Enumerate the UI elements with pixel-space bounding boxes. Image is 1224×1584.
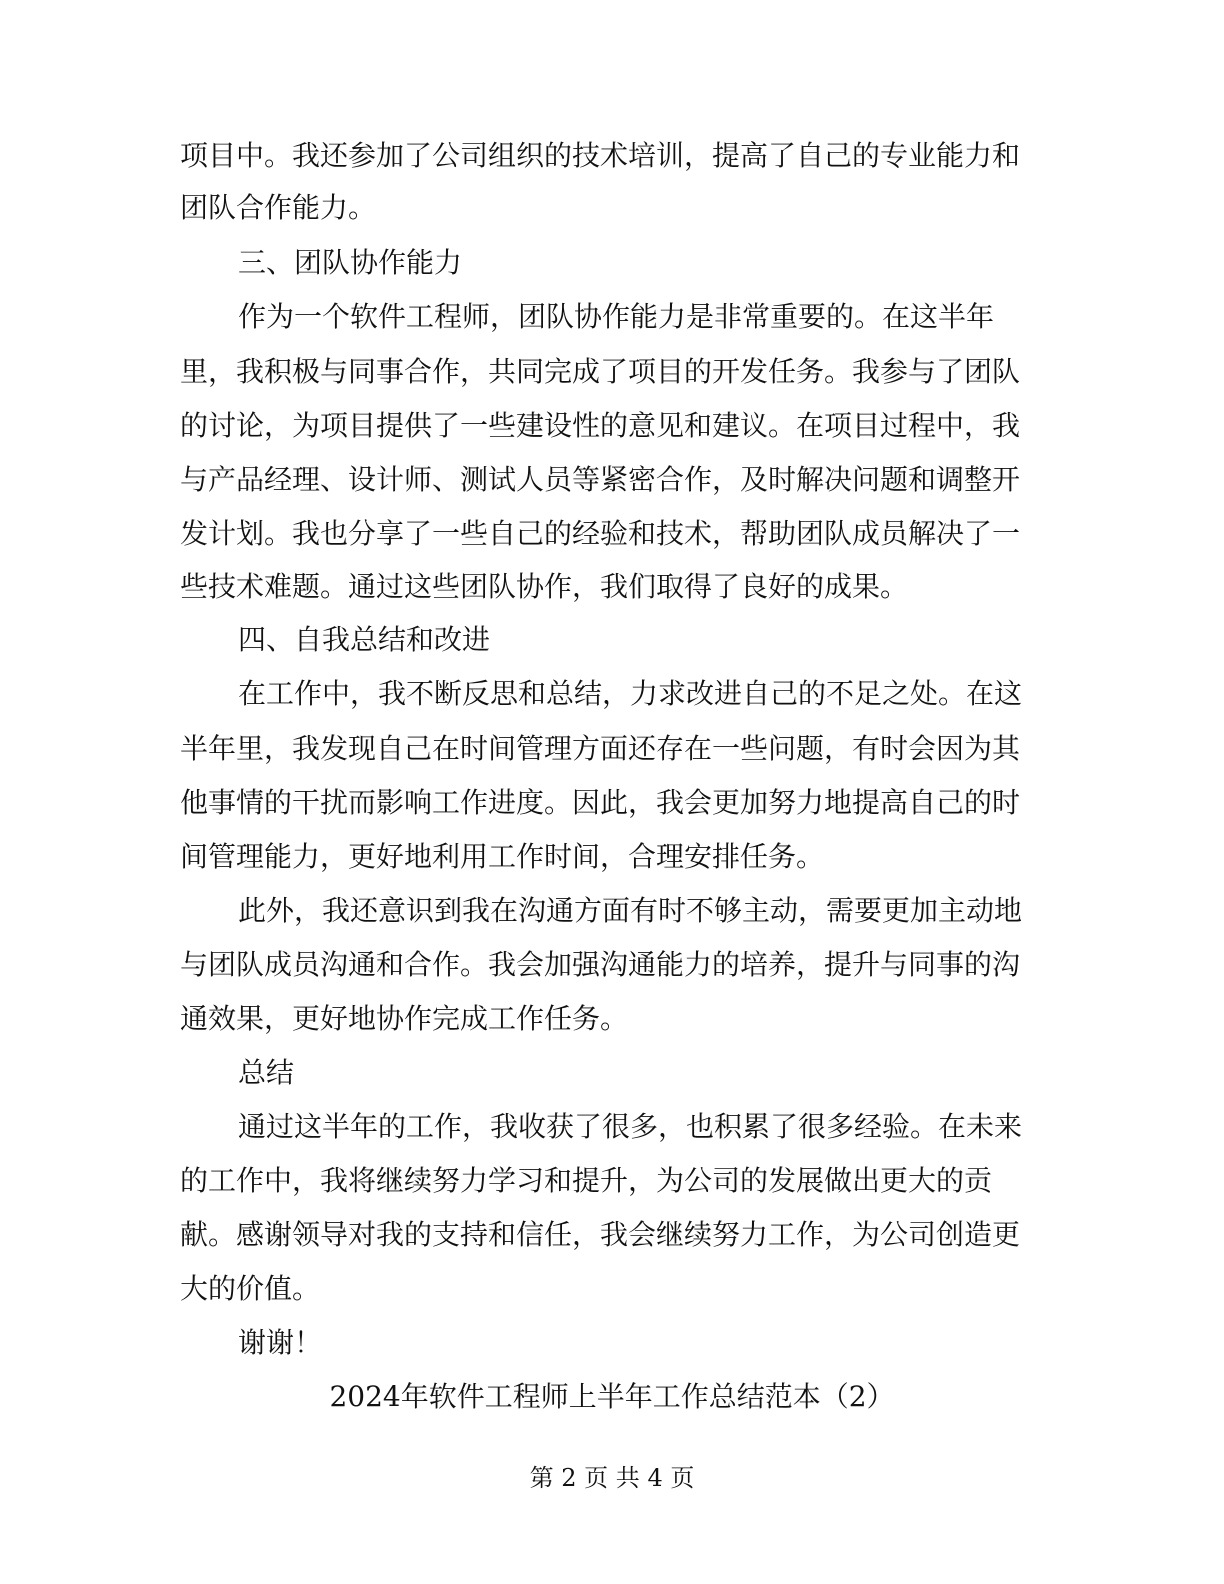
body-text-line: 此外，我还意识到我在沟通方面有时不够主动，需要更加主动地 — [238, 894, 1023, 927]
body-text-line: 通效果，更好地协作完成工作任务。 — [180, 1002, 629, 1035]
body-text-line: 些技术难题。通过这些团队协作，我们取得了良好的成果。 — [180, 570, 909, 603]
section-heading: 总结 — [238, 1056, 295, 1089]
body-text-line: 项目中。我还参加了公司组织的技术培训，提高了自己的专业能力和 — [180, 139, 1021, 172]
body-text-line: 他事情的干扰而影响工作进度。因此，我会更加努力地提高自己的时 — [180, 786, 1021, 819]
body-text-line: 在工作中，我不断反思和总结，力求改进自己的不足之处。在这 — [238, 677, 1023, 710]
section-heading: 四、自我总结和改进 — [238, 623, 491, 656]
next-section-title: 2024年软件工程师上半年工作总结范本（2） — [329, 1380, 895, 1413]
body-text-line: 间管理能力，更好地利用工作时间，合理安排任务。 — [180, 840, 825, 873]
body-text-line: 与产品经理、设计师、测试人员等紧密合作，及时解决问题和调整开 — [180, 463, 1021, 496]
body-text-line: 团队合作能力。 — [180, 191, 377, 224]
body-text-line: 通过这半年的工作，我收获了很多，也积累了很多经验。在未来 — [238, 1110, 1023, 1143]
body-text-line: 里，我积极与同事合作，共同完成了项目的开发任务。我参与了团队 — [180, 355, 1021, 388]
body-text-line: 半年里，我发现自己在时间管理方面还存在一些问题，有时会因为其 — [180, 732, 1021, 765]
body-text-line: 发计划。我也分享了一些自己的经验和技术，帮助团队成员解决了一 — [180, 517, 1021, 550]
closing-text: 谢谢！ — [238, 1326, 323, 1359]
body-text-line: 与团队成员沟通和合作。我会加强沟通能力的培养，提升与同事的沟 — [180, 948, 1021, 981]
body-text-line: 的工作中，我将继续努力学习和提升，为公司的发展做出更大的贡 — [180, 1164, 993, 1197]
body-text-line: 作为一个软件工程师，团队协作能力是非常重要的。在这半年 — [238, 300, 995, 333]
body-text-line: 献。感谢领导对我的支持和信任，我会继续努力工作，为公司创造更 — [180, 1218, 1021, 1251]
body-text-line: 的讨论，为项目提供了一些建设性的意见和建议。在项目过程中，我 — [180, 409, 1021, 442]
body-text-line: 大的价值。 — [180, 1272, 321, 1305]
section-heading: 三、团队协作能力 — [238, 246, 463, 279]
page-footer: 第 2 页 共 4 页 — [529, 1464, 695, 1492]
